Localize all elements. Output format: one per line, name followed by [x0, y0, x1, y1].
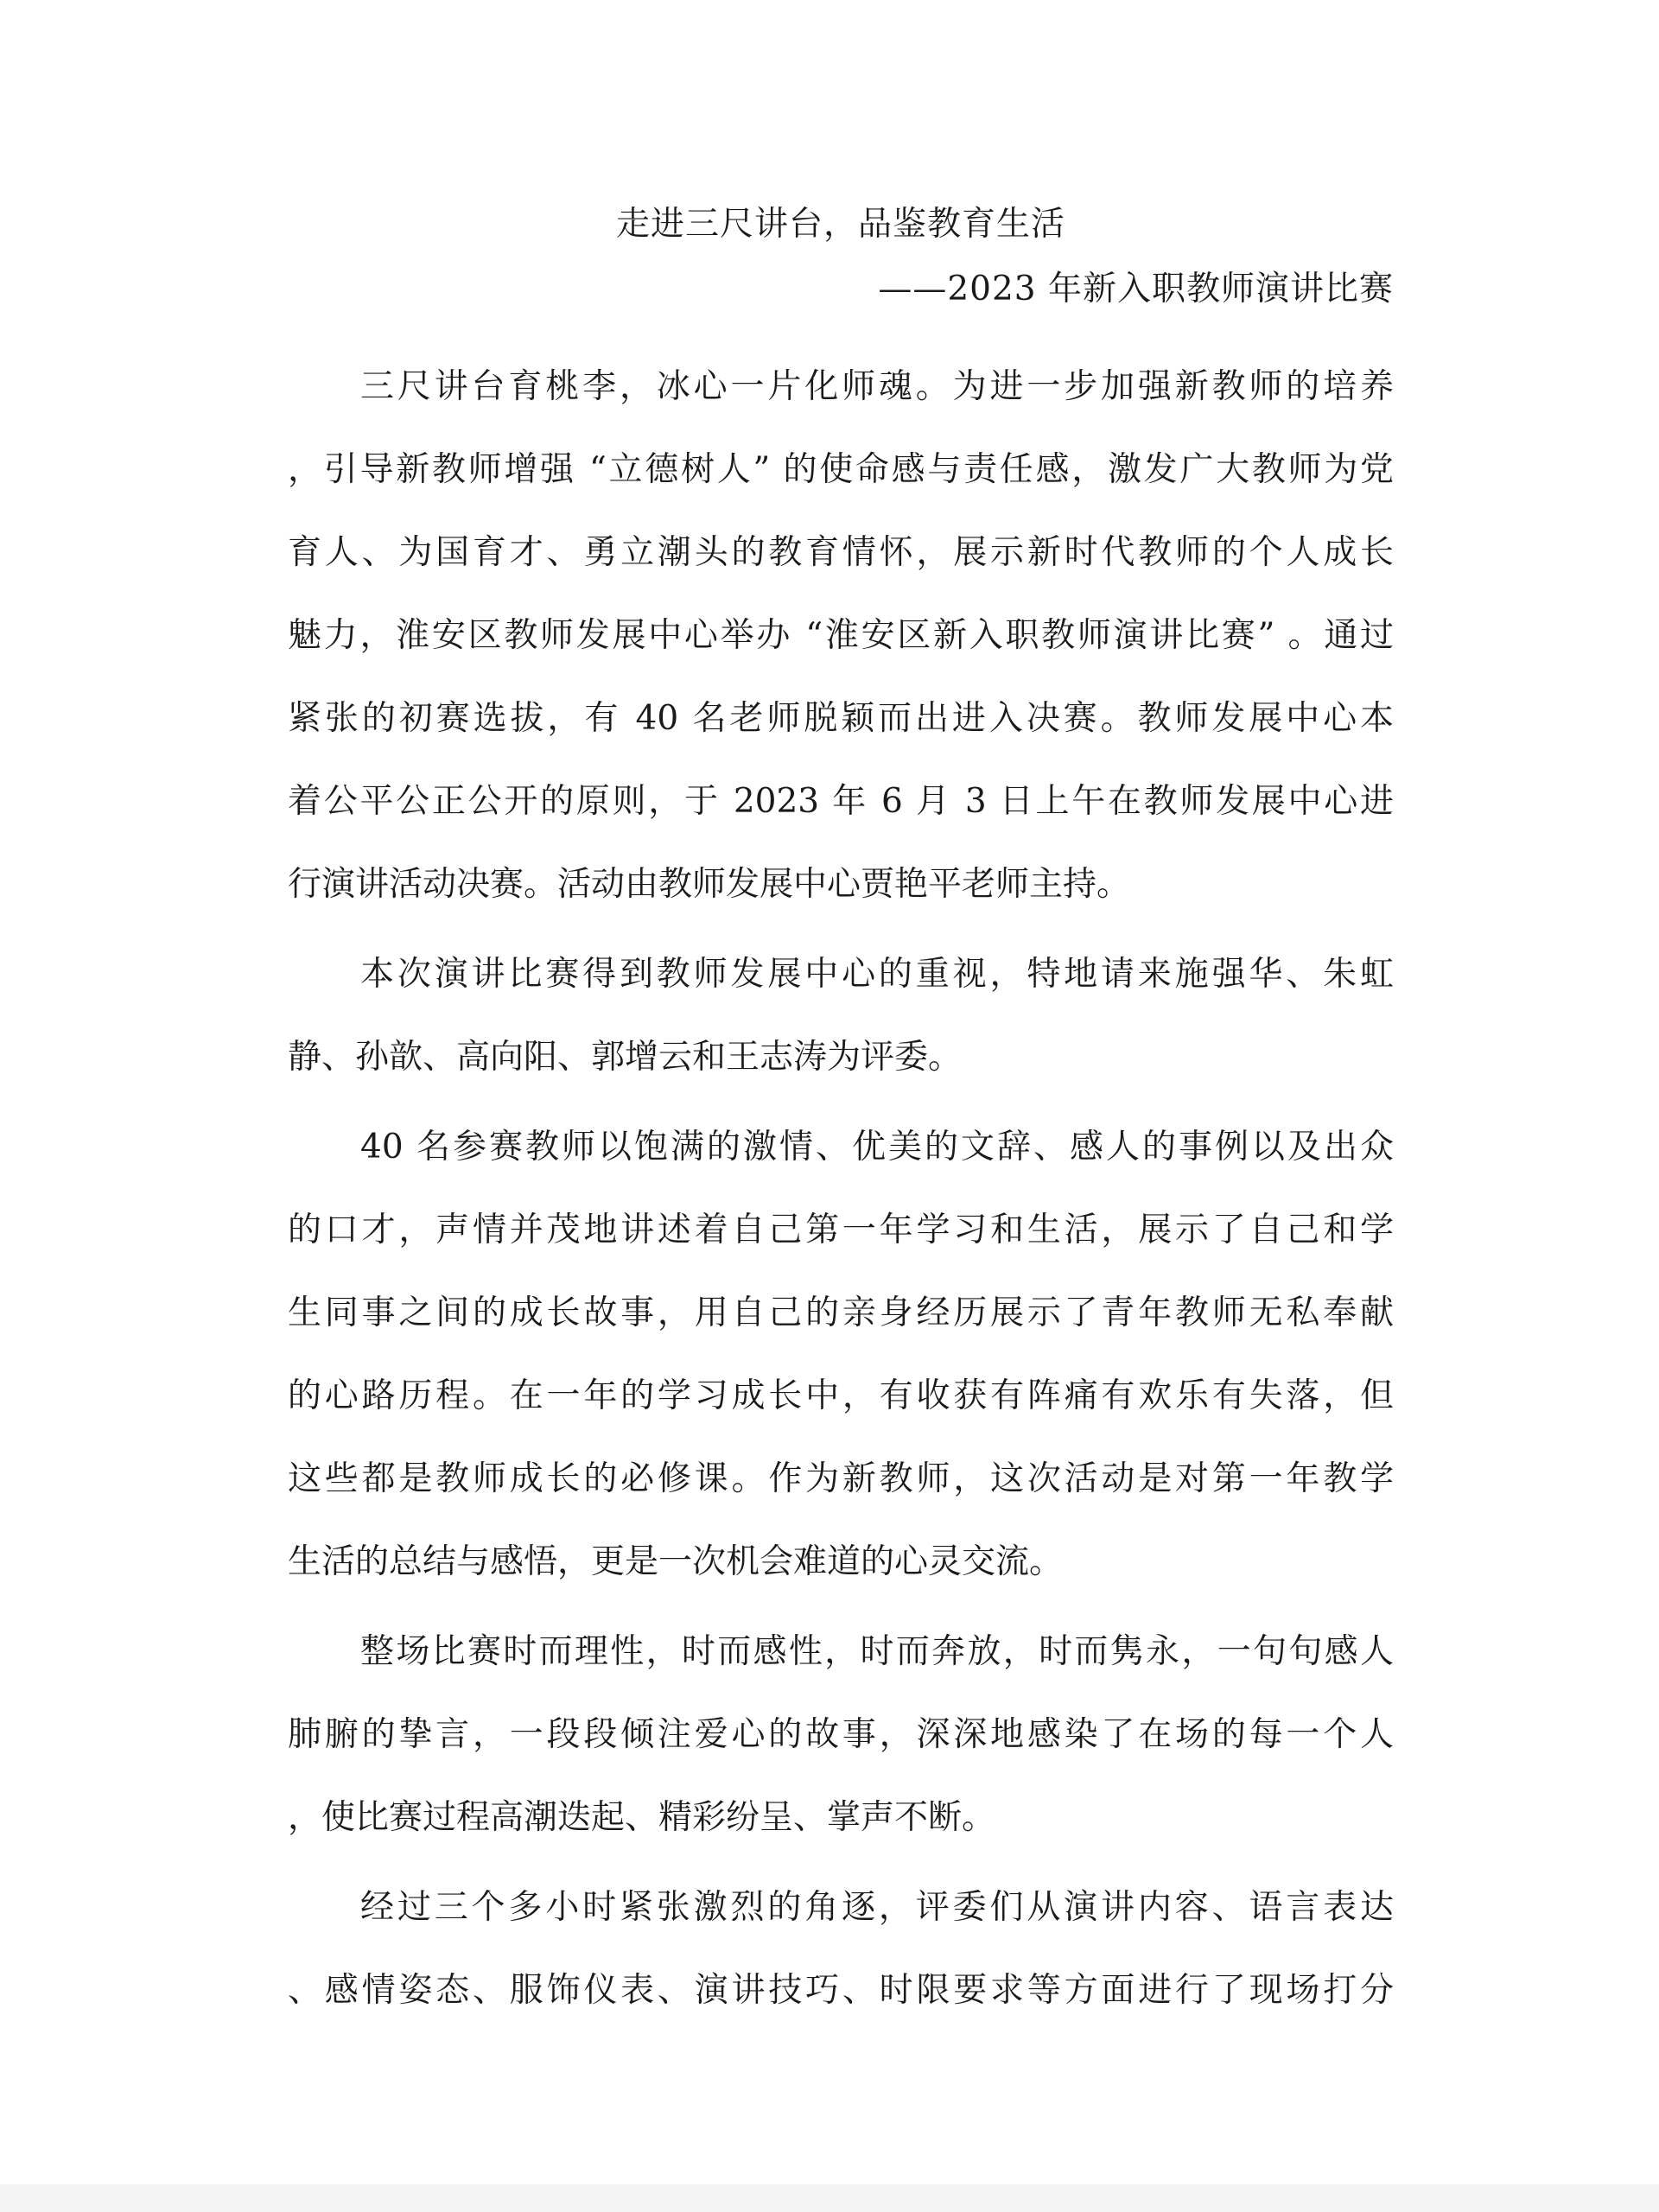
- text-line: 着公平公正公开的原则，于 2023 年 6 月 3 日上午在教师发展中心进: [288, 782, 1394, 821]
- text-line: 静、孙歆、高向阳、郭增云和王志涛为评委。: [288, 1038, 963, 1077]
- text-line: 生同事之间的成长故事，用自己的亲身经历展示了青年教师无私奉献: [288, 1294, 1394, 1332]
- text-line: 行演讲活动决赛。活动由教师发展中心贾艳平老师主持。: [288, 865, 1131, 904]
- text-line: 肺腑的挚言，一段段倾注爱心的故事，深深地感染了在场的每一个人: [288, 1715, 1394, 1754]
- text-line: 三尺讲台育桃李，冰心一片化师魂。为进一步加强新教师的培养: [360, 367, 1394, 406]
- document-title: 走进三尺讲台，品鉴教育生活: [615, 205, 1065, 244]
- paragraph-4: [288, 1611, 1394, 1859]
- text-line: 这些都是教师成长的必修课。作为新教师，这次活动是对第一年教学: [288, 1459, 1394, 1498]
- text-line: 育人、为国育才、勇立潮头的教育情怀，展示新时代教师的个人成长: [288, 533, 1394, 572]
- text-line: 本次演讲比赛得到教师发展中心的重视，特地请来施强华、朱虹: [360, 955, 1394, 994]
- page-bottom-edge: [0, 2184, 1659, 2212]
- paragraph-3: [288, 1106, 1394, 1604]
- text-line: 生活的总结与感悟，更是一次机会难道的心灵交流。: [288, 1542, 1064, 1581]
- paragraph-5: [288, 1866, 1394, 2032]
- text-line: 、感情姿态、服饰仪表、演讲技巧、时限要求等方面进行了现场打分: [288, 1971, 1394, 2010]
- document-body: [288, 199, 1394, 2039]
- document-subtitle: ——2023 年新入职教师演讲比赛: [878, 270, 1394, 308]
- text-line: 紧张的初赛选拔，有 40 名老师脱颖而出进入决赛。教师发展中心本: [288, 699, 1394, 738]
- text-line: 的心路历程。在一年的学习成长中，有收获有阵痛有欢乐有失落，但: [288, 1376, 1394, 1415]
- text-line: 40 名参赛教师以饱满的激情、优美的文辞、感人的事例以及出众: [360, 1128, 1394, 1166]
- paragraph-1: [288, 346, 1394, 926]
- paragraph-2: [288, 933, 1394, 1099]
- text-line: 魅力，淮安区教师发展中心举办 “淮安区新入职教师演讲比赛” 。通过: [288, 616, 1394, 655]
- text-line: ，使比赛过程高潮迭起、精彩纷呈、掌声不断。: [288, 1798, 996, 1837]
- text-line: 整场比赛时而理性，时而感性，时而奔放，时而隽永，一句句感人: [360, 1632, 1394, 1671]
- text-line: 的口才，声情并茂地讲述着自己第一年学习和生活，展示了自己和学: [288, 1211, 1394, 1249]
- text-line: 经过三个多小时紧张激烈的角逐，评委们从演讲内容、语言表达: [360, 1888, 1394, 1927]
- text-line: ，引导新教师增强 “立德树人” 的使命感与责任感，激发广大教师为党: [288, 450, 1394, 489]
